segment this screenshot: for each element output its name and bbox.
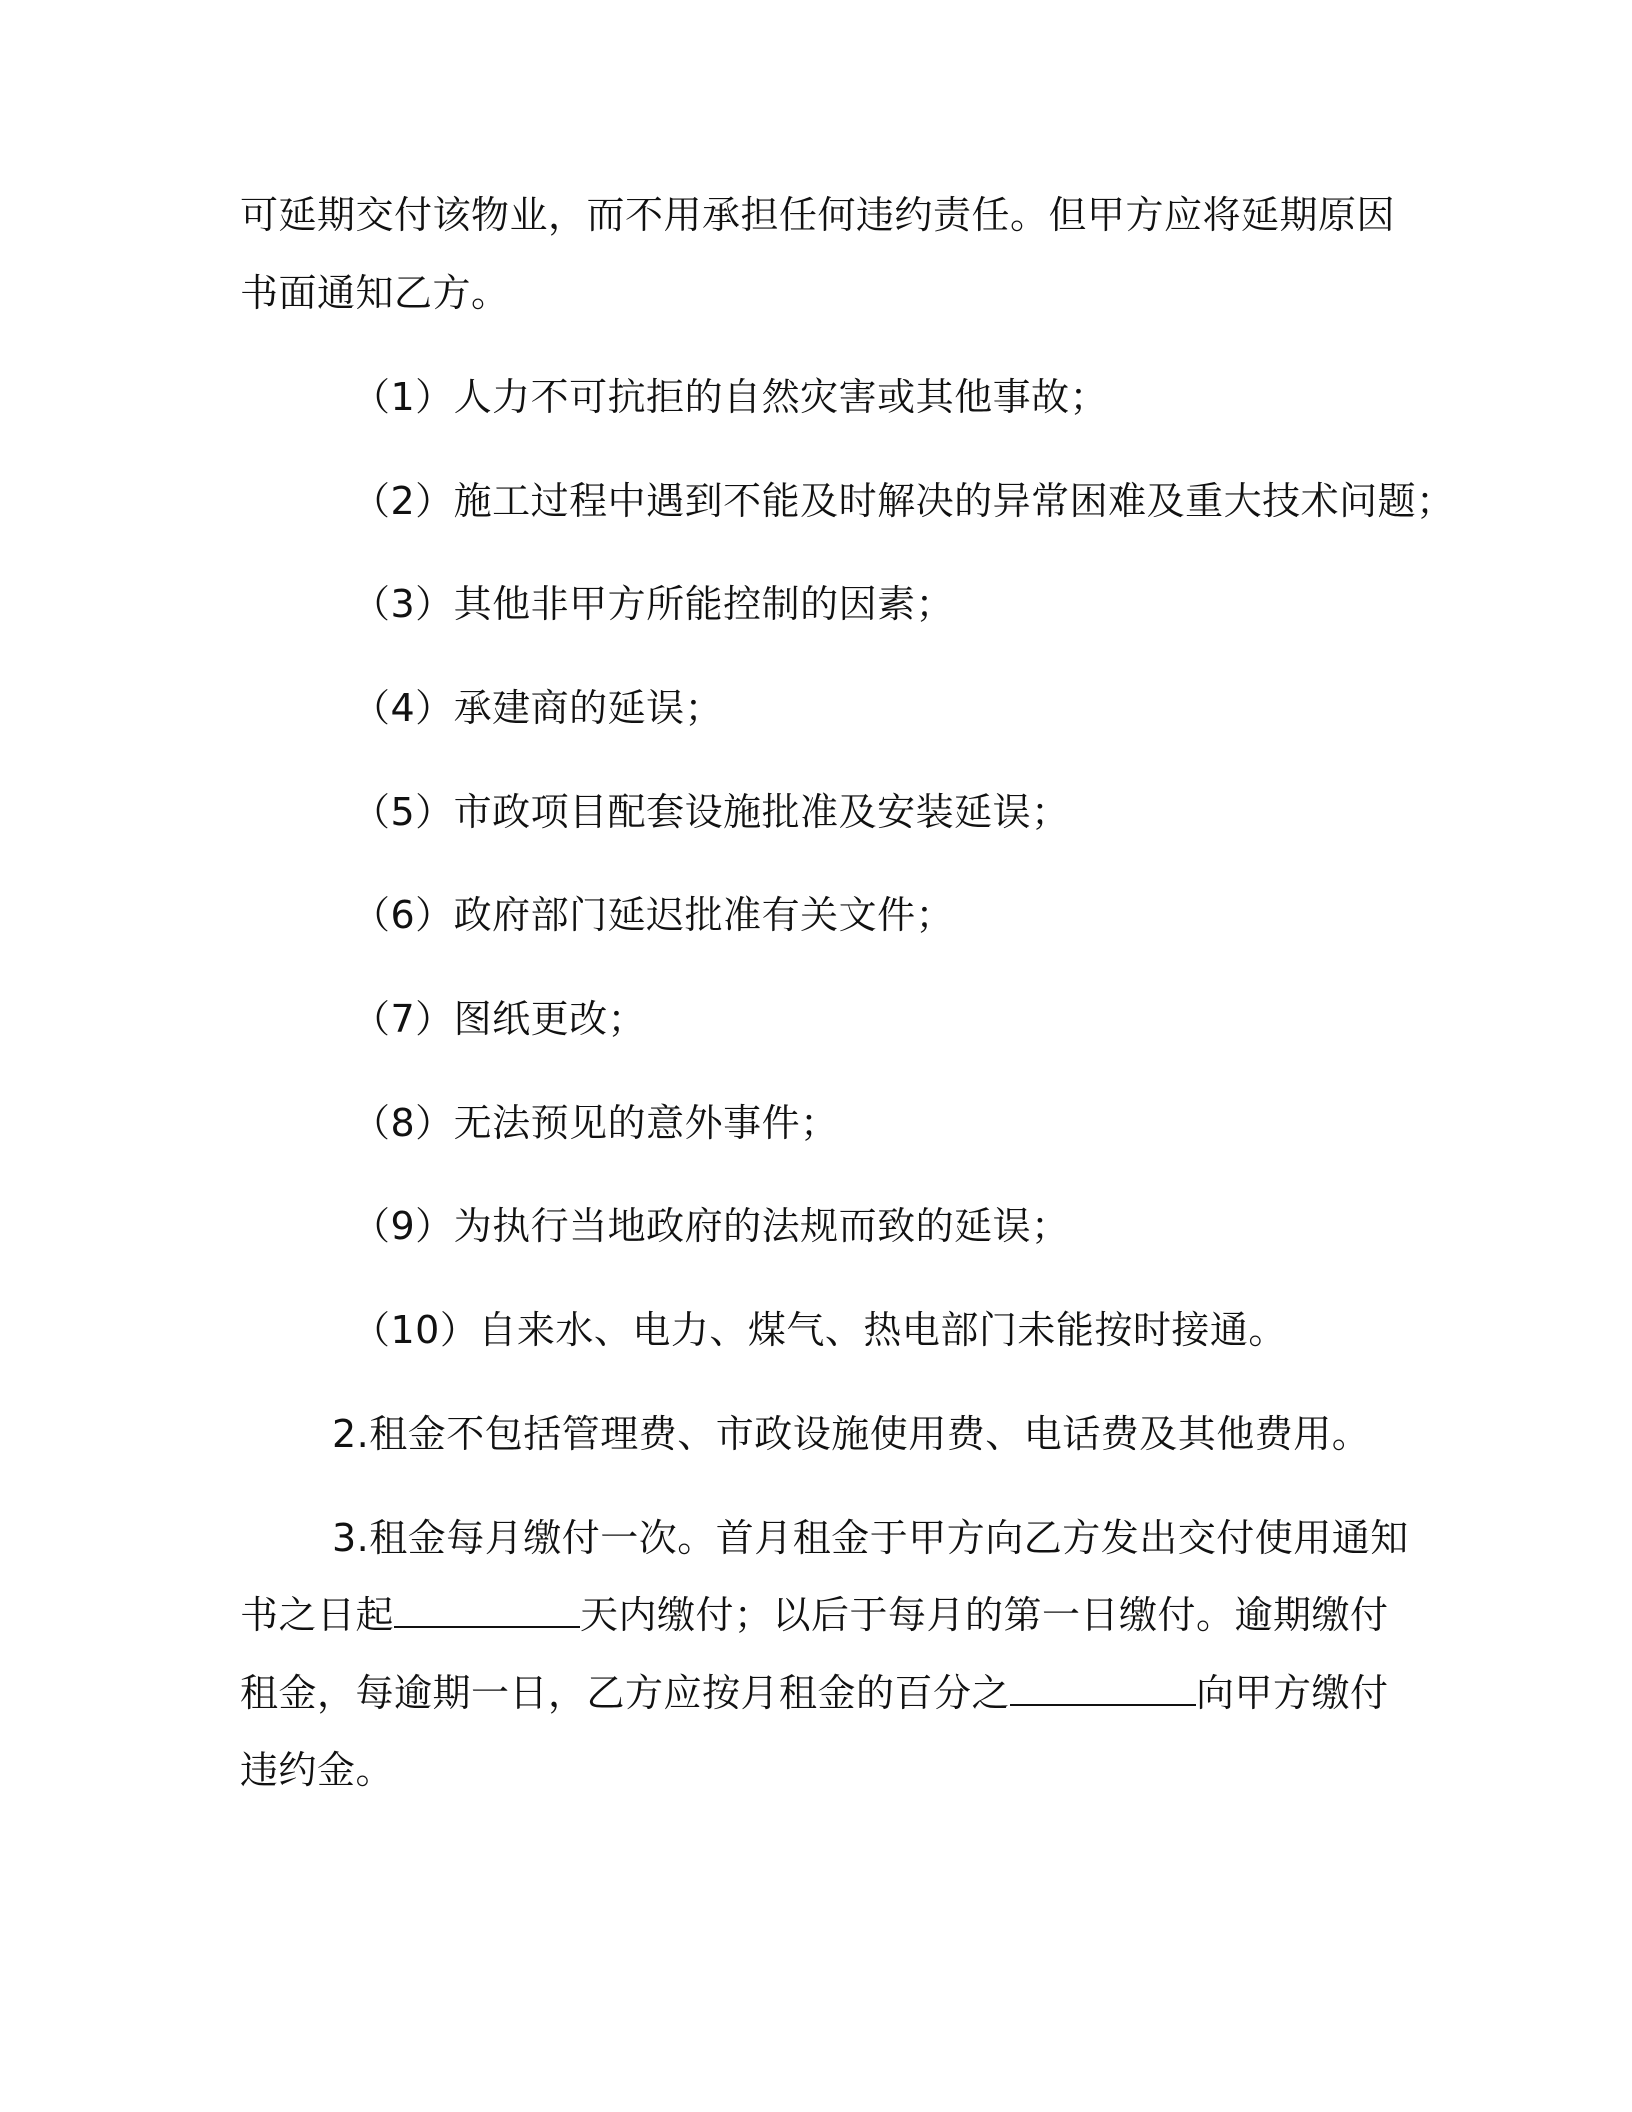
intro-line-2: 书面通知乙方。 — [240, 271, 510, 315]
clause-3-line-1: 3.租金每月缴付一次。首月租金于甲方向乙方发出交付使用通知 — [332, 1516, 1409, 1560]
clause-3-line-2 — [240, 1589, 1389, 1641]
intro-line-1: 可延期交付该物业，而不用承担任何违约责任。但甲方应将延期原因 — [240, 193, 1396, 237]
reason-item-3: （3）其他非甲方所能控制的因素； — [352, 582, 955, 626]
clause-3-line-2-before: 书之日起 — [240, 1593, 395, 1637]
reason-item-1: （1）人力不可抗拒的自然灾害或其他事故； — [352, 375, 1109, 419]
reason-item-6: （6）政府部门延迟批准有关文件； — [352, 893, 955, 937]
reason-item-2: （2）施工过程中遇到不能及时解决的异常困难及重大技术问题； — [352, 479, 1455, 523]
reason-item-7: （7）图纸更改； — [352, 997, 647, 1041]
reason-item-5: （5）市政项目配套设施批准及安装延误； — [352, 790, 1070, 834]
clause-3-line-2-after: 天内缴付；以后于每月的第一日缴付。逾期缴付 — [580, 1593, 1389, 1637]
reason-item-10: （10）自来水、电力、煤气、热电部门未能按时接通。 — [352, 1308, 1287, 1352]
clause-2: 2.租金不包括管理费、市政设施使用费、电话费及其他费用。 — [332, 1412, 1371, 1456]
days-blank — [394, 1592, 580, 1628]
clause-3-line-4: 违约金。 — [240, 1748, 395, 1792]
clause-3-line-3-before: 租金，每逾期一日，乙方应按月租金的百分之 — [240, 1671, 1011, 1715]
reason-item-9: （9）为执行当地政府的法规而致的延误； — [352, 1204, 1070, 1248]
clause-3-line-3 — [240, 1667, 1389, 1719]
percent-blank — [1010, 1670, 1196, 1706]
reason-item-8: （8）无法预见的意外事件； — [352, 1101, 839, 1145]
clause-3-line-3-after: 向甲方缴付 — [1196, 1671, 1389, 1715]
reason-item-4: （4）承建商的延误； — [352, 686, 724, 730]
